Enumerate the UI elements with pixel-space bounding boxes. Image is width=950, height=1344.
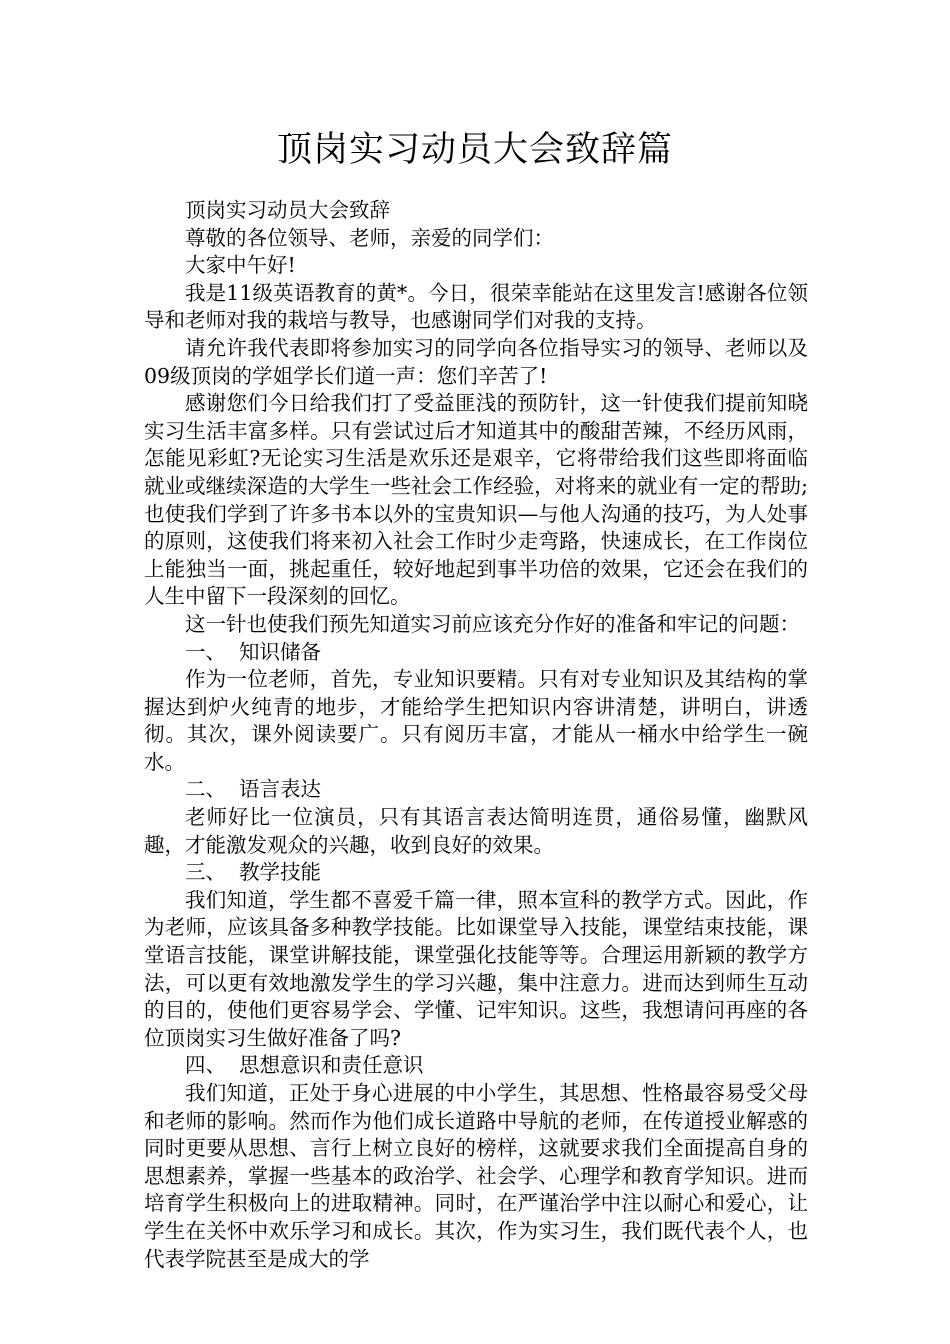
paragraph-subtitle: 顶岗实习动员大会致辞 xyxy=(185,198,390,222)
paragraph: 我是11级英语教育的黄*。今日，很荣幸能站在这里发言!感谢各位领导和老师对我的栽培与教导，也感谢同学们对我的支持。 xyxy=(144,280,808,333)
section-heading: 四、 思想意识和责任意识 xyxy=(185,1053,424,1078)
section-heading: 一、 知识储备 xyxy=(185,639,322,664)
paragraph: 我们知道，学生都不喜爱千篇一律，照本宣科的教学方式。因此，作为老师，应该具备多种教学技能。比如课堂导入技能，课堂结束技能，课堂语言技能，课堂讲解技能，课堂强化技能等等。合理运用新颖的教学方法，可以更有效地激发学生的学习兴趣，集中注意力。进而达到师生互动的目的，使他们更容易学会、学懂、记牢知识。这些，我想请问再座的各位顶岗实习生做好准备了吗? xyxy=(144,887,808,1050)
paragraph-salutation: 尊敬的各位领导、老师，亲爱的同学们： xyxy=(185,225,554,250)
paragraph-greeting: 大家中午好! xyxy=(185,253,296,278)
paragraph: 老师好比一位演员，只有其语言表达简明连贯，通俗易懂，幽默风趣，才能激发观众的兴趣，收到良好的效果。 xyxy=(144,805,808,857)
section-heading: 二、 语言表达 xyxy=(185,777,322,802)
section-heading: 三、 教学技能 xyxy=(185,860,322,885)
document-title: 顶岗实习动员大会致辞篇 xyxy=(276,130,673,170)
paragraph: 这一针也使我们预先知道实习前应该充分作好的准备和牢记的问题： xyxy=(185,611,800,636)
paragraph: 我们知道，正处于身心进展的中小学生，其思想、性格最容易受父母和老师的影响。然而作为他们成长道路中导航的老师，在传道授业解惑的同时更要从思想、言行上树立良好的榜样，这就要求我们全面提高自身的思想素养，掌握一些基本的政治学、社会学、心理学和教育学知识。进而培育学生积极向上的进取精神。同时，在严谨治学中注以耐心和爱心，让学生在关怀中欢乐学习和成长。其次，作为实习生，我们既代表个人，也代表学院甚至是成大的学 xyxy=(144,1081,808,1271)
document-body xyxy=(144,197,808,1273)
paragraph: 请允许我代表即将参加实习的同学向各位指导实习的领导、老师以及09级顶岗的学姐学长们道一声：您们辛苦了! xyxy=(144,335,808,388)
paragraph: 作为一位老师，首先，专业知识要精。只有对专业知识及其结构的掌握达到炉火纯青的地步，才能给学生把知识内容讲清楚，讲明白，讲透彻。其次，课外阅读要广。只有阅历丰富，才能从一桶水中给学生一碗水。 xyxy=(144,667,808,774)
paragraph: 感谢您们今日给我们打了受益匪浅的预防针，这一针使我们提前知晓实习生活丰富多样。只有尝试过后才知道其中的酸甜苦辣，不经历风雨，怎能见彩虹?无论实习生活是欢乐还是艰辛，它将带给我们这些即将面临就业或继续深造的大学生一些社会工作经验，对将来的就业有一定的帮助;也使我们学到了许多书本以外的宝贵知识—与他人沟通的技巧，为人处事的原则，这使我们将来初入社会工作时少走弯路，快速成长，在工作岗位上能独当一面，挑起重任，较好地起到事半功倍的效果，它还会在我们的人生中留下一段深刻的回忆。 xyxy=(144,391,808,609)
